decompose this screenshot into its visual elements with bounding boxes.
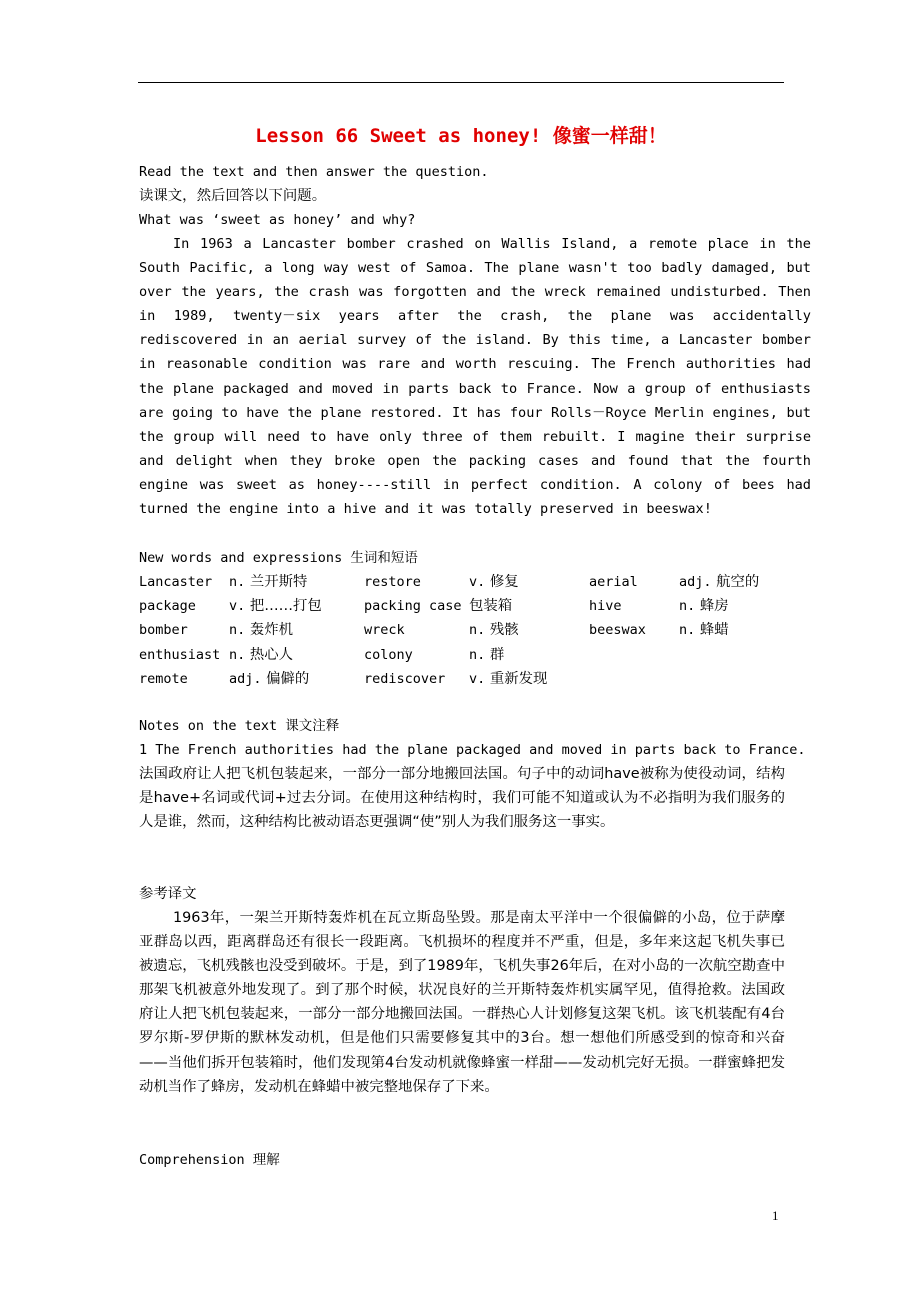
- translation-heading: 参考译文: [139, 886, 197, 902]
- vocab-pos: n.: [229, 622, 246, 639]
- passage-text: In 1963 a Lancaster bomber crashed on Wallis Island, a remote place in the South Pacific, a long way west of Samoa. The plane wasn't too badly damaged, but over the years, the crash was forgotten and the wreck remained undisturbed. Then in 1989, twenty－six years after the crash, the plane was accidentally rediscovered in an aerial survey of the island. By this time, a Lancaster bomber in reasonable condition was rare and worth rescuing. The French authorities had the plane packaged and moved in parts back to France. Now a group of enthusiasts are going to have the plane restored. It has four Rolls－Royce Merlin engines, but the group will need to have only three of them rebuilt. I magine their surprise and delight when they broke open the packing cases and found that the fourth engine was sweet as honey----still in perfect condition. A colony of bees had turned the engine into a hive and it was totally preserved in beeswax!: [139, 236, 811, 518]
- vocab-meaning-text: 把……打包: [249, 598, 322, 615]
- vocab-meaning-text: 兰开斯特: [249, 574, 308, 590]
- vocab-meaning-text: 偏僻的: [266, 670, 310, 687]
- vocab-pos: v.: [469, 574, 486, 590]
- vocab-word: colony: [364, 646, 413, 663]
- vocab-pos: n.: [229, 646, 246, 663]
- vocab-meaning: [679, 594, 729, 618]
- vocab-meaning-text: 包装箱: [469, 598, 513, 615]
- instruction-en: Read the text and then answer the question.: [139, 164, 489, 180]
- question: What was ‘sweet as honey’ and why?: [139, 212, 416, 228]
- vocab-word: enthusiast: [139, 646, 221, 663]
- vocab-meaning-text: 群: [489, 646, 505, 663]
- instruction-zh: 读课文，然后回答以下问题。: [139, 188, 327, 204]
- passage: [139, 232, 811, 521]
- vocab-word: aerial: [589, 574, 638, 590]
- header-rule: [138, 82, 784, 83]
- vocab-meaning: [469, 570, 519, 594]
- translation-text: 1963年，一架兰开斯特轰炸机在瓦立斯岛坠毁。那是南太平洋中一个很偏僻的小岛，位于萨摩亚群岛以西，距离群岛还有很长一段距离。飞机损坏的程度并不严重，但是，多年来这起飞机失事已被遗忘，飞机残骸也没受到破坏。于是，到了1989年，飞机失事26年后，在对小岛的一次航空勘查中那架飞机被意外地发现了。到了那个时候，状况良好的兰开斯特轰炸机实属罕见，值得抢救。法国政府让人把飞机包装起来，一部分一部分地搬回法国。一群热心人计划修复这架飞机。该飞机装配有4台罗尔斯-罗伊斯的默林发动机，但是他们只需要修复其中的3台。想一想他们所感受到的惊奇和兴奋——当他们拆开包装箱时，他们发现第4台发动机就像蜂蜜一样甜——发动机完好无损。一群蜜蜂把发动机当作了蜂房，发动机在蜂蜡中被完整地保存了下来。: [139, 910, 785, 1095]
- vocab-meaning: [469, 667, 547, 691]
- vocab-meaning: [679, 570, 759, 594]
- vocab-pos: v.: [469, 670, 486, 687]
- vocab-meaning-text: 蜂房: [699, 598, 729, 615]
- vocab-meaning-text: 轰炸机: [249, 622, 294, 639]
- vocab-meaning-text: 蜂蜡: [699, 622, 729, 639]
- note-1-en: 1 The French authorities had the plane packaged and moved in parts back to France.: [139, 742, 806, 758]
- vocab-heading: New words and expressions 生词和短语: [139, 550, 418, 566]
- vocab-pos: n.: [679, 598, 696, 615]
- vocab-meaning: [229, 618, 293, 642]
- vocab-pos: v.: [229, 598, 246, 615]
- translation: [139, 906, 785, 1099]
- notes-heading: Notes on the text 课文注释: [139, 718, 340, 734]
- vocab-meaning: [229, 570, 307, 594]
- vocab-pos: n.: [679, 622, 696, 639]
- vocab-meaning-text: 残骸: [489, 622, 519, 639]
- vocab-meaning: [679, 618, 729, 642]
- vocab-meaning: [469, 618, 519, 642]
- vocab-word: Lancaster: [139, 574, 213, 590]
- vocab-meaning-text: 重新发现: [489, 670, 548, 687]
- vocab-meaning: [469, 594, 512, 618]
- vocab-word: packing case: [364, 598, 462, 615]
- vocab-word: wreck: [364, 622, 405, 639]
- vocab-pos: adj.: [679, 574, 712, 590]
- vocab-pos: adj.: [229, 670, 262, 687]
- vocab-meaning-text: 热心人: [249, 646, 294, 663]
- vocab-word: rediscover: [364, 670, 446, 687]
- vocab-word: beeswax: [589, 622, 646, 639]
- vocab-meaning: [229, 594, 322, 618]
- vocab-meaning: [469, 643, 504, 667]
- vocab-meaning: [229, 643, 293, 667]
- vocab-pos: n.: [229, 574, 246, 590]
- vocab-meaning-text: 修复: [489, 574, 519, 590]
- vocab-meaning-text: 航空的: [716, 574, 760, 590]
- vocab-word: restore: [364, 574, 421, 590]
- lesson-title: Lesson 66 Sweet as honey! 像蜜一样甜！: [255, 125, 667, 147]
- vocab-word: bomber: [139, 622, 188, 639]
- vocab-word: hive: [589, 598, 622, 615]
- vocab-word: remote: [139, 670, 188, 687]
- vocab-pos: n.: [469, 646, 486, 663]
- comprehension-heading: Comprehension 理解: [139, 1152, 280, 1168]
- vocab-meaning: [229, 667, 309, 691]
- vocab-word: package: [139, 598, 196, 615]
- page-number: 1: [772, 1208, 779, 1223]
- note-1-zh: 法国政府让人把飞机包装起来，一部分一部分地搬回法国。句子中的动词have被称为使役动词，结构是have+名词或代词+过去分词。在使用这种结构时，我们可能不知道或认为不必指明为我们服务的人是谁，然而，这种结构比被动语态更强调“使”别人为我们服务这一事实。: [139, 766, 785, 831]
- vocab-pos: n.: [469, 622, 486, 639]
